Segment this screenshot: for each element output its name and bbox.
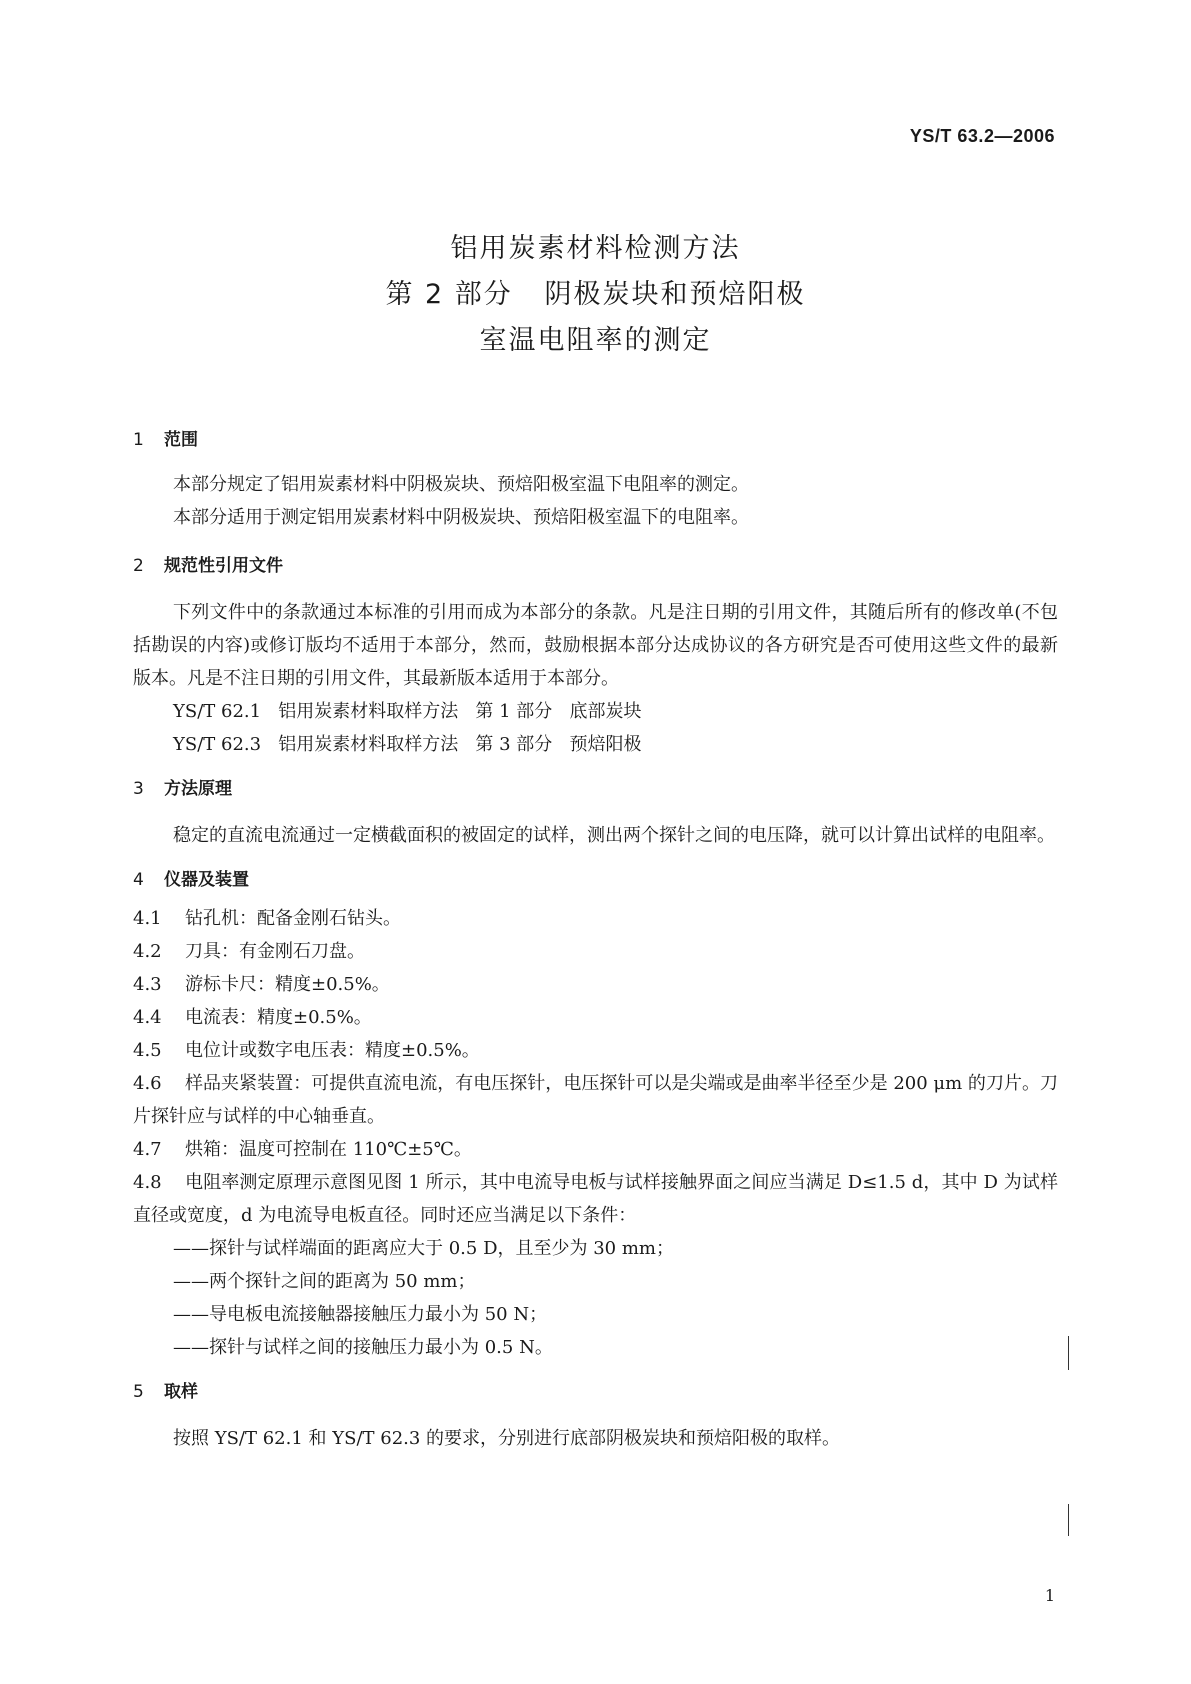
title-line-3: 室温电阻率的测定	[479, 325, 712, 356]
section-number: 2	[133, 556, 144, 576]
section-3-paragraph-1: 稳定的直流电流通过一定横截面积的被固定的试样，测出两个探针之间的电压降，就可以计算出试样的电阻率。	[173, 825, 1055, 846]
equipment-item	[133, 1166, 1058, 1232]
item-text: 电流表：精度±0.5%。	[185, 1007, 372, 1028]
item-number: 4.6	[133, 1073, 162, 1094]
item-text: 样品夹紧装置：可提供直流电流，有电压探针，电压探针可以是尖端或是曲率半径至少是 200 μm 的刀片。刀片探针应与试样的中心轴垂直。	[133, 1073, 1058, 1127]
item-text: 钻孔机：配备金刚石钻头。	[185, 908, 401, 929]
equipment-item	[133, 935, 1058, 968]
item-number: 4.4	[133, 1007, 162, 1028]
section-4-heading	[133, 864, 1058, 896]
section-number: 5	[133, 1382, 144, 1402]
item-number: 4.5	[133, 1040, 162, 1061]
item-text: 电位计或数字电压表：精度±0.5%。	[185, 1040, 480, 1061]
section-number: 1	[133, 430, 144, 450]
condition-item: ——探针与试样端面的距离应大于 0.5 D，且至少为 30 mm；	[173, 1238, 674, 1259]
section-2-heading	[133, 550, 1058, 582]
revision-bar	[1068, 1504, 1069, 1536]
document-body	[133, 424, 1058, 1455]
section-title: 仪器及装置	[164, 870, 249, 890]
document-title	[0, 226, 1191, 364]
item-number: 4.3	[133, 974, 162, 995]
reference-item-1: YS/T 62.1 铝用炭素材料取样方法 第 1 部分 底部炭块	[173, 701, 642, 722]
section-title: 规范性引用文件	[164, 556, 283, 576]
equipment-item	[133, 1034, 1058, 1067]
reference-item-2: YS/T 62.3 铝用炭素材料取样方法 第 3 部分 预焙阳极	[173, 734, 642, 755]
equipment-item	[133, 968, 1058, 1001]
section-5-paragraph-1: 按照 YS/T 62.1 和 YS/T 62.3 的要求，分别进行底部阴极炭块和预焙阳极的取样。	[173, 1428, 841, 1449]
section-title: 范围	[164, 430, 198, 450]
title-line-2: 第 2 部分 阴极炭块和预焙阳极	[385, 279, 806, 310]
item-number: 4.1	[133, 908, 162, 929]
condition-item: ——探针与试样之间的接触压力最小为 0.5 N。	[173, 1337, 553, 1358]
item-text: 刀具：有金刚石刀盘。	[185, 941, 365, 962]
title-line-1: 铝用炭素材料检测方法	[450, 233, 741, 264]
item-text: 烘箱：温度可控制在 110℃±5℃。	[185, 1139, 472, 1160]
section-1-heading	[133, 424, 1058, 456]
document-code: YS/T 63.2—2006	[909, 126, 1055, 146]
equipment-item	[133, 1067, 1058, 1133]
item-number: 4.2	[133, 941, 162, 962]
section-5-heading	[133, 1376, 1058, 1408]
item-number: 4.7	[133, 1139, 162, 1160]
section-1-paragraph-1: 本部分规定了铝用炭素材料中阴极炭块、预焙阳极室温下电阻率的测定。	[173, 474, 749, 495]
condition-item: ——两个探针之间的距离为 50 mm；	[173, 1271, 476, 1292]
section-title: 取样	[164, 1382, 198, 1402]
item-text: 游标卡尺：精度±0.5%。	[185, 974, 390, 995]
equipment-item	[133, 902, 1058, 935]
condition-item: ——导电板电流接触器接触压力最小为 50 N；	[173, 1304, 548, 1325]
equipment-item	[133, 1133, 1058, 1166]
item-text: 电阻率测定原理示意图见图 1 所示，其中电流导电板与试样接触界面之间应当满足 D≤1.5 d，其中 D 为试样直径或宽度，d 为电流导电板直径。同时还应当满足以下条件：	[133, 1172, 1058, 1226]
item-number: 4.8	[133, 1172, 162, 1193]
equipment-item	[133, 1001, 1058, 1034]
section-title: 方法原理	[164, 779, 232, 799]
section-3-heading	[133, 773, 1058, 805]
page-number: 1	[1044, 1586, 1055, 1605]
section-number: 3	[133, 779, 144, 799]
section-number: 4	[133, 870, 144, 890]
section-2-paragraph-1: 下列文件中的条款通过本标准的引用而成为本部分的条款。凡是注日期的引用文件，其随后所有的修改单(不包括勘误的内容)或修订版均不适用于本部分，然而，鼓励根据本部分达成协议的各方研究是否可使用这些文件的最新版本。凡是不注日期的引用文件，其最新版本适用于本部分。	[133, 602, 1058, 689]
revision-bar	[1068, 1336, 1069, 1370]
section-1-paragraph-2: 本部分适用于测定铝用炭素材料中阴极炭块、预焙阳极室温下的电阻率。	[173, 507, 749, 528]
